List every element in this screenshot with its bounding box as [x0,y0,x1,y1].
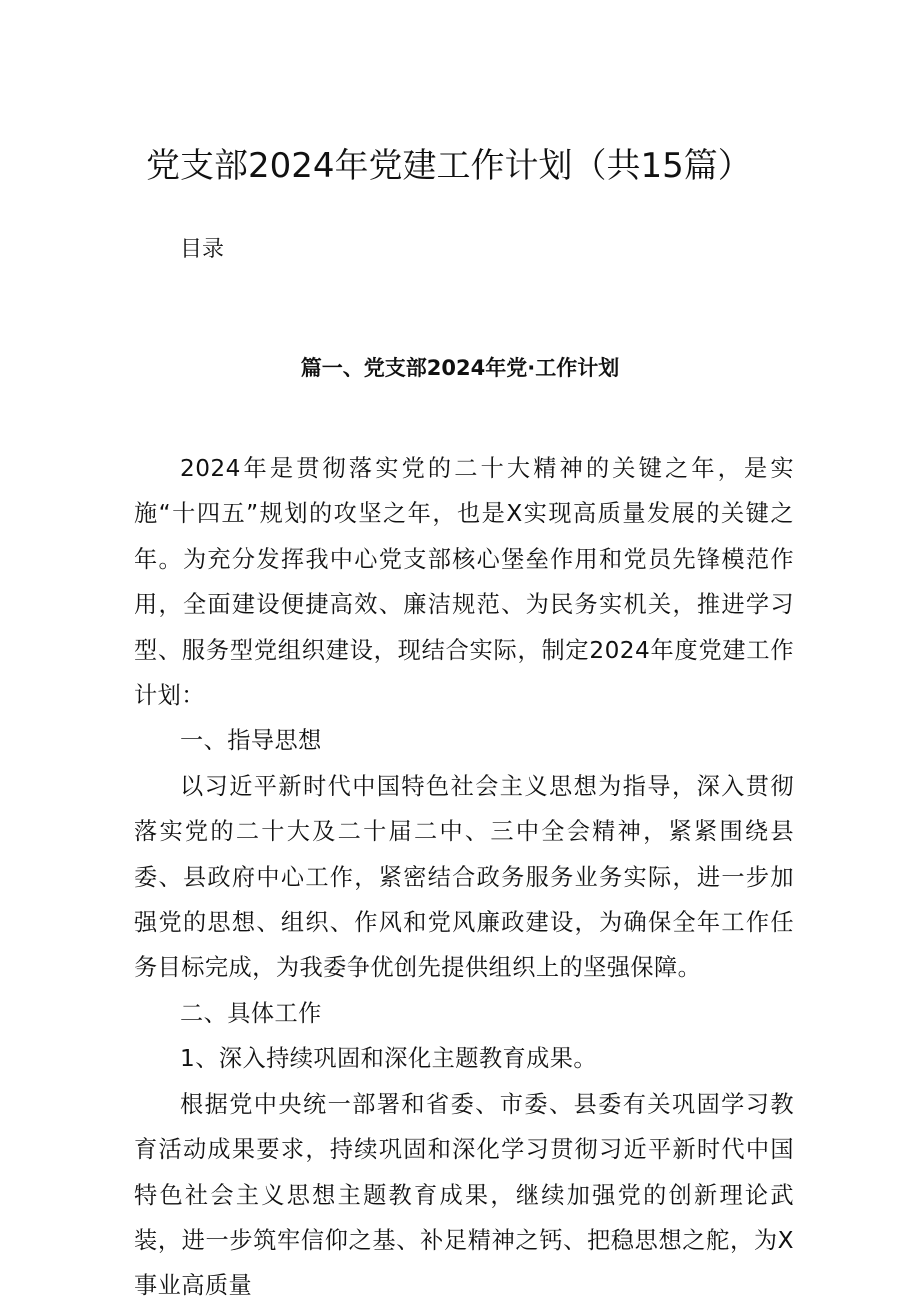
section-title: 篇一、党支部2024年党·工作计划 [300,356,620,380]
document-title: 党支部2024年党建工作计划（共15篇） [146,146,752,186]
paragraph-guiding-ideology: 以习近平新时代中国特色社会主义思想为指导，深入贯彻落实党的二十大及二十届二中、三中全会精神，紧紧围绕县委、县政府中心工作，紧密结合政务服务业务实际，进一步加强党的思想、组织、作风和党风廉政建设，为确保全年工作任务目标完成，为我委争优创先提供组织上的坚强保障。 [134,772,794,982]
table-of-contents-label: 目录 [180,237,225,262]
paragraph-item-1: 根据党中央统一部署和省委、市委、县委有关巩固学习教育活动成果要求，持续巩固和深化学习贯彻习近平新时代中国特色社会主义思想主题教育成果，继续加强党的创新理论武装，进一步筑牢信仰之基、补足精神之钙、把稳思想之舵，为X事业高质量 [134,1090,794,1300]
document-body [134,446,794,1309]
heading-specific-work: 二、具体工作 [180,999,322,1027]
heading-guiding-ideology: 一、指导思想 [180,727,322,755]
paragraph-intro: 2024年是贯彻落实党的二十大精神的关键之年，是实施“十四五”规划的攻坚之年，也是X实现高质量发展的关键之年。为充分发挥我中心党支部核心堡垒作用和党员先锋模范作用，全面建设便捷高效、廉洁规范、为民务实机关，推进学习型、服务型党组织建设，现结合实际，制定2024年度党建工作计划： [134,455,794,710]
subheading-item-1: 1、深入持续巩固和深化主题教育成果。 [180,1045,598,1073]
